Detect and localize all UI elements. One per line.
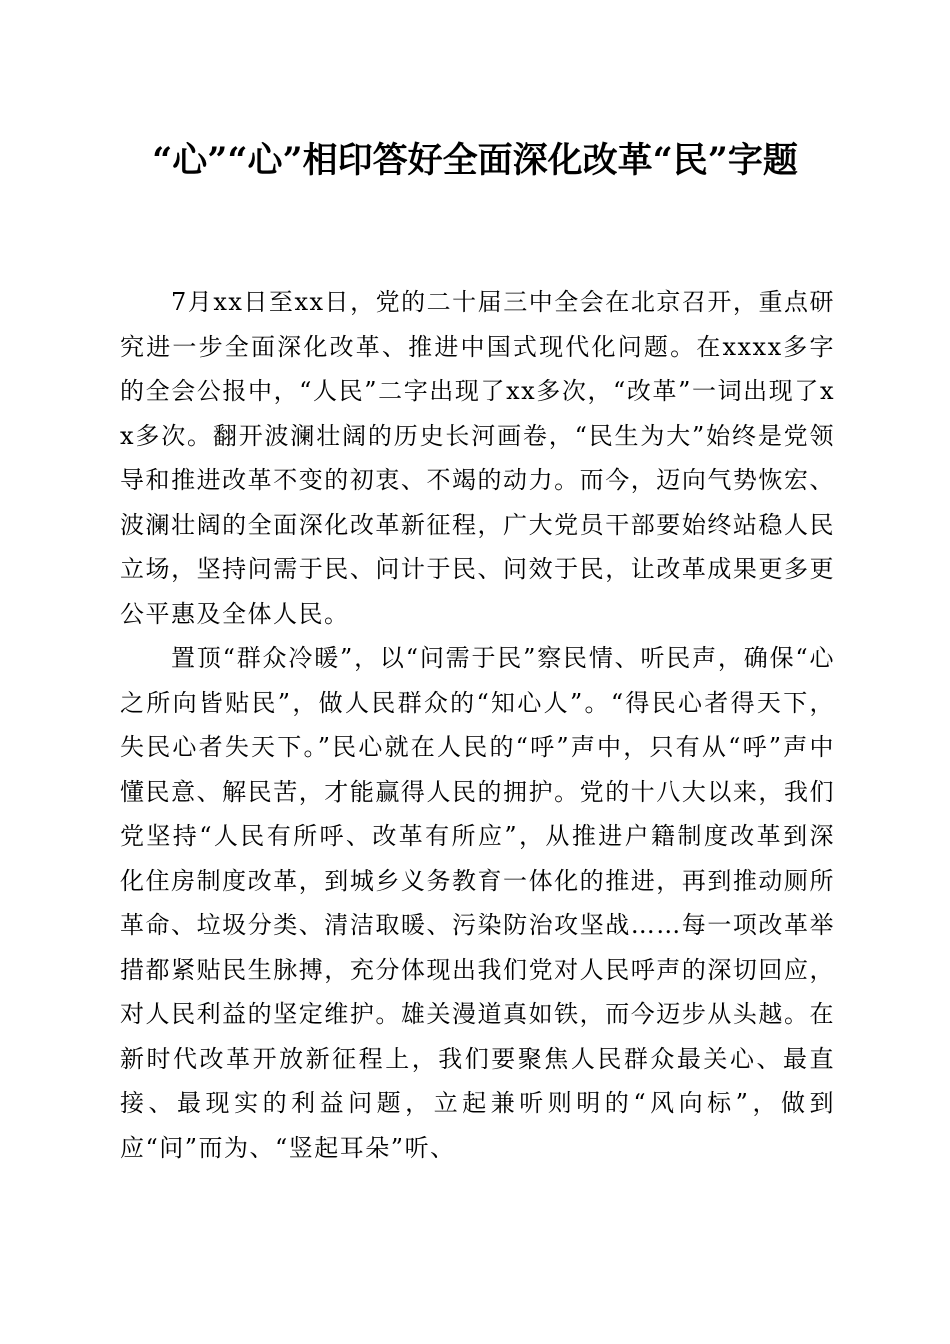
paragraph: 置顶“群众冷暖”，以“问需于民”察民情、听民声，确保“心之所向皆贴民”，做人民群众的“知心人”。“得民心者得天下，失民心者失天下。”民心就在人民的“呼”声中，只有从“呼”声中懂民意、解民苦，才能赢得人民的拥护。党的十八大以来，我们党坚持“人民有所呼、改革有所应”，从推进户籍制度改革到深化住房制度改革，到城乡义务教育一体化的推进，再到推动厕所革命、垃圾分类、清洁取暖、污染防治攻坚战……每一项改革举措都紧贴民生脉搏，充分体现出我们党对人民呼声的深切回应，对人民利益的坚定维护。雄关漫道真如铁，而今迈步从头越。在新时代改革开放新征程上，我们要聚焦人民群众最关心、最直接、最现实的利益问题，立起兼听则明的“风向标”，做到应“问”而为、“竖起耳朵”听、 <box>120 644 835 1162</box>
document-title: “心”“心”相印答好全面深化改革“民”字题 <box>152 140 798 181</box>
paragraph: 7月xx日至xx日，党的二十届三中全会在北京召开，重点研究进一步全面深化改革、推进中国式现代化问题。在xxxx多字的全会公报中，“人民”二字出现了xx多次，“改革”一词出现了xx多次。翻开波澜壮阔的历史长河画卷，“民生为大”始终是党领导和推进改革不变的初衷、不竭的动力。而今，迈向气势恢宏、波澜壮阔的全面深化改革新征程，广大党员干部要始终站稳人民立场，坚持问需于民、问计于民、问效于民，让改革成果更多更公平惠及全体人民。 <box>120 288 835 628</box>
document-body <box>120 280 835 1170</box>
